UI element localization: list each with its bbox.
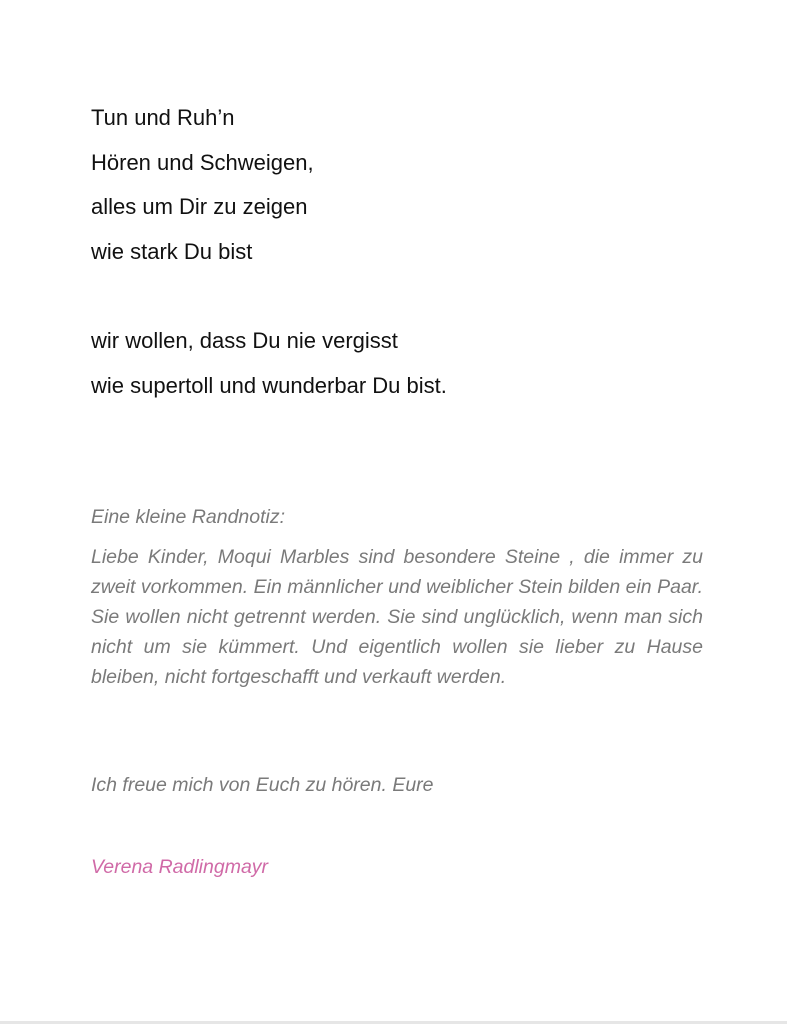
signature: Verena Radlingmayr	[91, 856, 269, 878]
poem-line: Hören und Schweigen,	[91, 149, 314, 175]
poem	[91, 96, 711, 408]
poem-line: Tun und Ruh’n	[91, 105, 235, 130]
note-closing: Ich freue mich von Euch zu hören. Eure	[91, 774, 434, 796]
poem-line: wie supertoll und wunderbar Du bist.	[91, 372, 447, 398]
poem-line: wie stark Du bist	[91, 238, 253, 264]
note-body: Liebe Kinder, Moqui Marbles sind besondere Steine , die immer zu zweit vorkommen. Ein männlicher und weiblicher Stein bilden ein Paar. Sie wollen nicht getrennt werden. Sie sind unglücklich, wenn man sich nicht um sie kümmert. Und eigentlich wollen sie lieber zu Hause bleiben, nicht fortgeschafft und verkauft werden.	[91, 546, 703, 688]
note-heading: Eine kleine Randnotiz:	[91, 506, 286, 528]
poem-line: alles um Dir zu zeigen	[91, 194, 308, 219]
side-note	[91, 502, 703, 796]
stanza-gap	[91, 274, 711, 319]
poem-line: wir wollen, dass Du nie vergisst	[91, 328, 398, 353]
